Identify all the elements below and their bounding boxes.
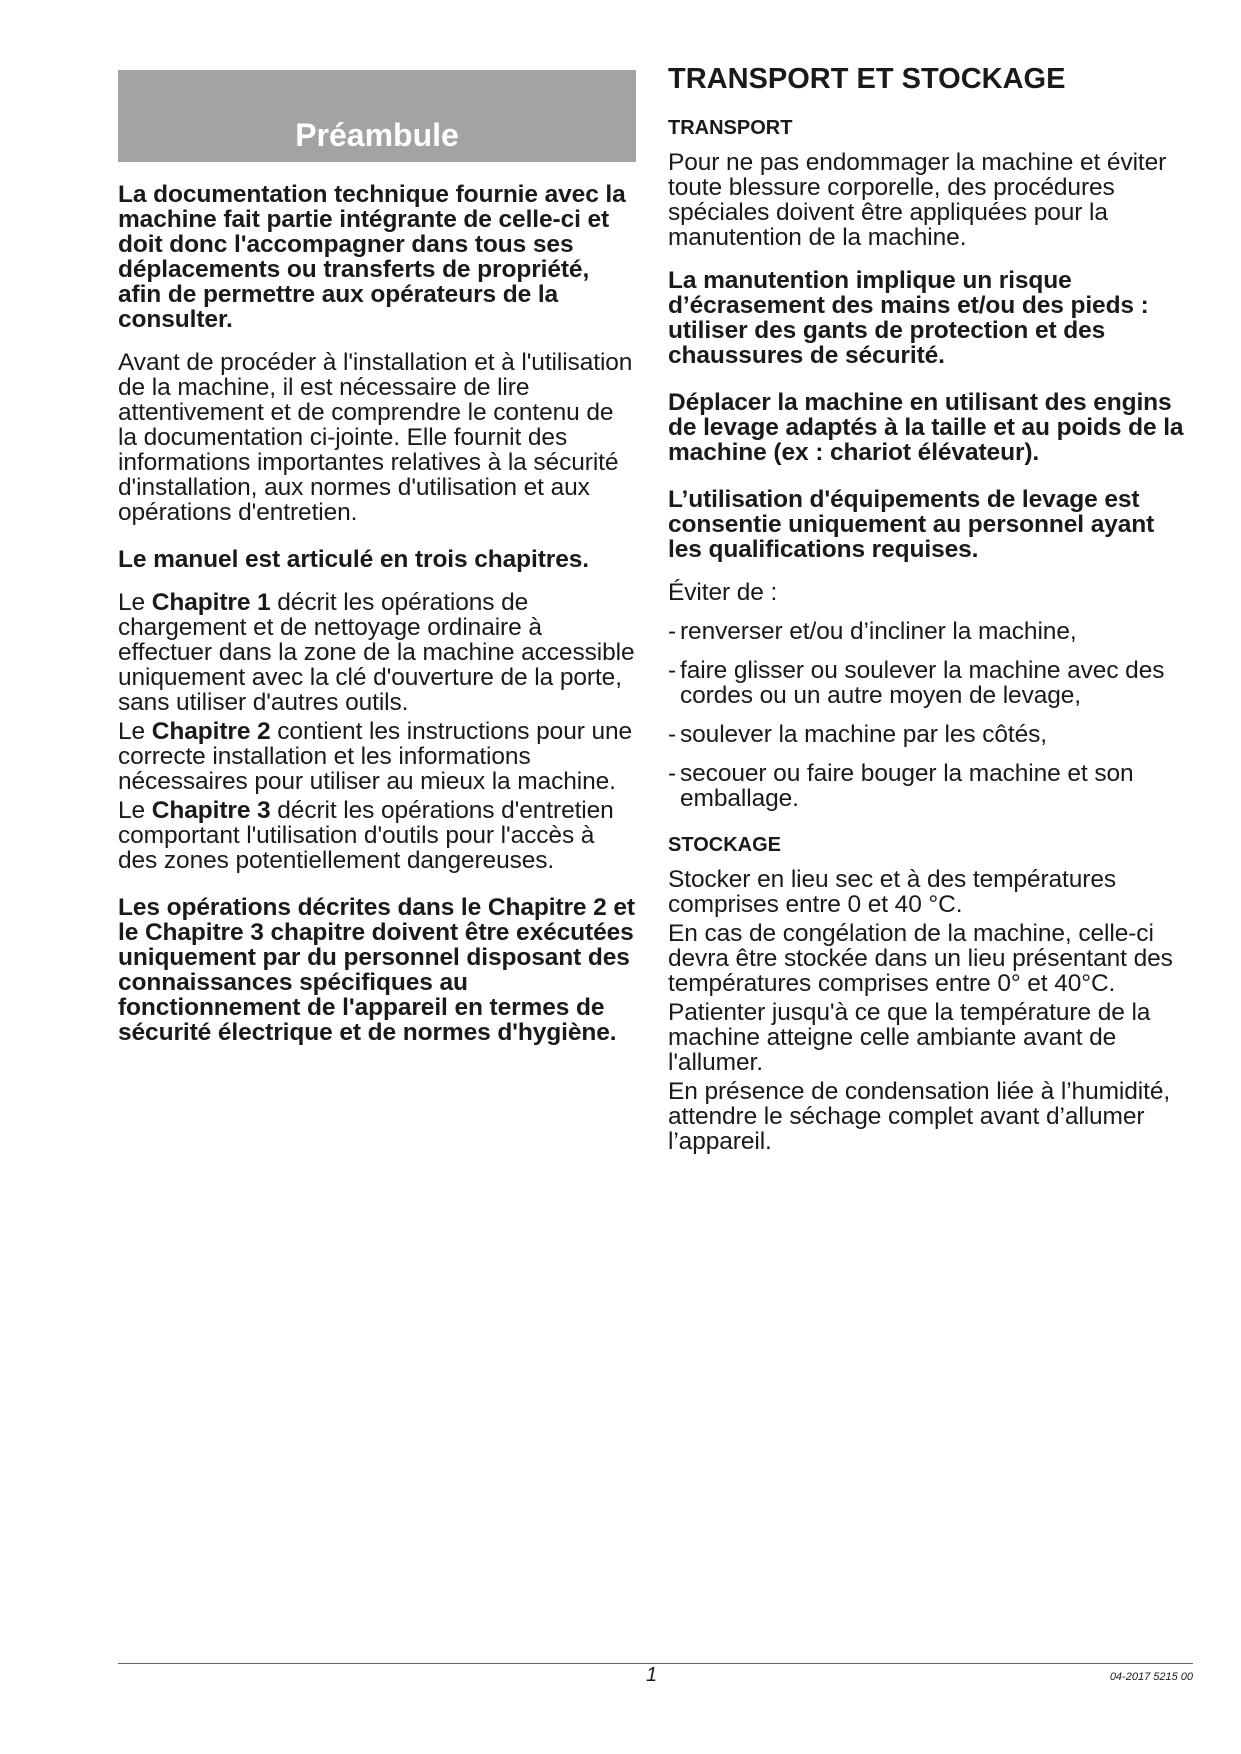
chapter-3-text: décrit les opérations d'entretien comportant l'utilisation d'outils pour l'accès à des zones potentiellement dangereuses.: [118, 797, 614, 874]
chapter-3-name: Chapitre 3: [151, 797, 271, 824]
document-code: 04-2017 5215 00: [1109, 1671, 1193, 1683]
chapter-prefix: Le: [118, 589, 152, 616]
avoid-intro: Éviter de :: [668, 579, 778, 606]
chapter-1-text: décrit les opérations de chargement et de nettoyage ordinaire à effectuer dans la zone de la machine accessible uniquement avec la clé d'ouverture de la porte, sans utiliser d'autres outils.: [118, 589, 635, 716]
storage-heading: STOCKAGE: [668, 834, 781, 856]
chapter-1-name: Chapitre 1: [151, 589, 271, 616]
chapter-2-paragraph: [118, 719, 636, 794]
chapter-3-paragraph: [118, 798, 636, 873]
transport-heading: TRANSPORT: [668, 117, 793, 139]
storage-paragraph: Stocker en lieu sec et à des températures comprises entre 0 et 40 °C.: [668, 866, 1117, 918]
preamble-banner: [118, 70, 636, 162]
banner-title: Préambule: [295, 117, 459, 153]
closing-bold-paragraph: Les opérations décrites dans le Chapitre 2 et le Chapitre 3 chapitre doivent être exécutées uniquement par du personnel disposant des connaissances spécifiques au fonctionnement de l'appareil en termes de sécurité électrique et de normes d'hygiène.: [118, 894, 635, 1046]
list-item-text: faire glisser ou soulever la machine avec des cordes ou un autre moyen de levage,: [680, 657, 1165, 709]
storage-paragraph: En présence de condensation liée à l’humidité, attendre le séchage complet avant d’allumer l’appareil.: [668, 1078, 1171, 1155]
section-title: TRANSPORT ET STOCKAGE: [668, 63, 1066, 95]
left-column: [118, 70, 636, 1045]
manual-structure-heading: Le manuel est articulé en trois chapitres.: [118, 546, 589, 573]
chapter-prefix: Le: [118, 718, 152, 745]
list-item-text: secouer ou faire bouger la machine et son emballage.: [680, 760, 1134, 812]
list-item: [668, 658, 1192, 708]
intro-paragraph: Avant de procéder à l'installation et à l'utilisation de la machine, il est nécessaire de lire attentivement et de comprendre le contenu de la documentation ci-jointe. Elle fournit des informations importantes relatives à la sécurité d'installation, aux normes d'utilisation et aux opérations d'entretien.: [118, 349, 633, 526]
dash-bullet: -: [668, 721, 677, 748]
chapter-prefix: Le: [118, 797, 152, 824]
warning-crushing: La manutention implique un risque d’écrasement des mains et/ou des pieds : utiliser des gants de protection et des chaussures de sécurité.: [668, 267, 1149, 369]
list-item: [668, 619, 1192, 644]
list-item: [668, 722, 1192, 747]
intro-bold-paragraph: La documentation technique fournie avec la machine fait partie intégrante de celle-ci et doit donc l'accompagner dans tous ses déplacements ou transferts de propriété, afin de permettre aux opérateurs de la consulter.: [118, 181, 626, 333]
chapter-2-name: Chapitre 2: [151, 718, 271, 745]
dash-bullet: -: [668, 618, 677, 645]
list-item-text: renverser et/ou d’incliner la machine,: [680, 618, 1077, 645]
storage-paragraph: Patienter jusqu'à ce que la température de la machine atteigne celle ambiante avant de l'allumer.: [668, 999, 1151, 1076]
dash-bullet: -: [668, 657, 677, 684]
list-item: [668, 761, 1192, 811]
chapter-2-text: contient les instructions pour une correcte installation et les informations nécessaires pour utiliser au mieux la machine.: [118, 718, 633, 795]
list-item-text: soulever la machine par les côtés,: [680, 721, 1048, 748]
right-column: [668, 62, 1192, 1154]
chapter-1-paragraph: [118, 590, 636, 715]
warning-lifting-equipment: Déplacer la machine en utilisant des engins de levage adaptés à la taille et au poids de la machine (ex : chariot élévateur).: [668, 389, 1184, 466]
storage-paragraph: En cas de congélation de la machine, celle-ci devra être stockée dans un lieu présentant des températures comprises entre 0° et 40°C.: [668, 920, 1173, 997]
page-number: 1: [646, 1664, 658, 1686]
dash-bullet: -: [668, 760, 677, 787]
transport-paragraph: Pour ne pas endommager la machine et éviter toute blessure corporelle, des procédures spéciales doivent être appliquées pour la manutention de la machine.: [668, 149, 1167, 251]
warning-qualified-personnel: L’utilisation d'équipements de levage est consentie uniquement au personnel ayant les qualifications requises.: [668, 486, 1155, 563]
